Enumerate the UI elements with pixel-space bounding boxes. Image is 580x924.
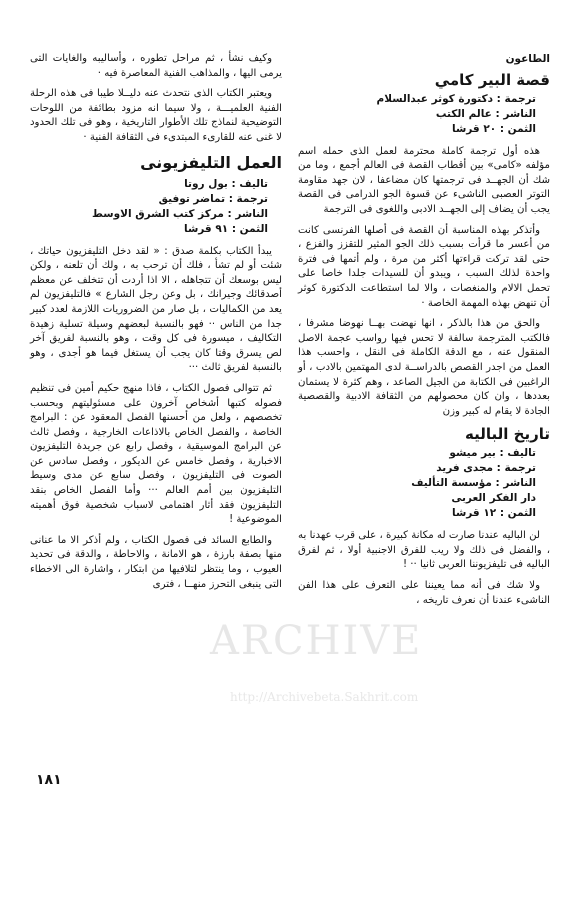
meta-author: تاليف : بير ميشو [449, 447, 536, 460]
paragraph: يبدأ الكتاب بكلمة صدق : « لقد دخل التليفزيون حياتك ، شئت أو لم تشأ ، فلك أن ترحب به ، ولك أن تلعنه ، ولكن ليس بوسعك أن تتجاهله ، الا اذا أردت أن تتخلف عن معظم أصدقائك وجيرانك ، بل وعن رجل الشارع » فالتليفزيون لم يعد من الكماليات ، بل صار من الضروريات اللازمة لعدد كبير جدا من الناس ·· فهو بالنسبة لبعضهم وسيلة تسلية زهيدة التكاليف ، ميسورة فى كل وقت ، وهو بالنسبة لفريق آخر لص يسرق وقتا كان يجب أن يستغل فيما هو أجدى ، وهو بالنسبة لفريق ثالث ··· [30, 245, 282, 374]
paragraph: وكيف نشأ ، ثم مراحل تطوره ، وأساليبه والغايات التى يرمى اليها ، والمذاهب الفنية المعاصرة فيه · [30, 53, 282, 79]
paragraph: والطابع السائد فى فصول الكتاب ، ولم أذكر الا ما عنانى منها بصفة بارزة ، هو الامانة ، والاحاطة ، والدقة فى تحديد العيوب ، وما ينتظر لتلافيها من ابتكار ، واشارة الى الاخطاء التى ينبغى التحرز منهــا ، فترى [30, 534, 282, 590]
paragraph: وأتذكر بهذه المناسبة أن القصة فى أصلها الفرنسى كانت من أعسر ما قرأت بسبب ذلك الجو المثير للتقزز والفزع ، حتى لقد تركت قراءتها أكثر من مرة ، ولم أتمها فى فترة واحدة لذلك السبب ، ويبدو أن للسيدات جلدا خاصا على تحمل الالام والمنغصات ، والا لما استطاعت الدكتورة كوثر أن تنهض بهذه المهمة الخاصة · [298, 224, 550, 309]
article-title-ballet-history: تاريخ الباليه [465, 425, 550, 444]
meta-publisher: الناشر : مؤسسة التأليف [411, 477, 536, 490]
right-column [298, 52, 550, 614]
meta-price: الثمن : ١٢ قرشا [452, 507, 536, 520]
meta-publisher-house: دار الفكر العربى [451, 492, 536, 505]
book-meta [42, 177, 282, 237]
paragraph: هذه أول ترجمة كاملة محترمة لعمل الذى حمله اسم مؤلفه «كامى» بين أقطاب القصة فى العالم أجمع ، وما من شك أن الجهــد فى ترجمتها كان مضاعفا ، لان جهد مقاومة التوتر العصبى الناشىء عن قسوة الجو الدرامى فى القصة يجب أن يضاف إلى الجهــد الادبى واللغوى فى الترجمة [298, 145, 550, 215]
meta-translator: ترجمة : دكتورة كوثر عبدالسلام [376, 92, 536, 105]
meta-publisher: الناشر : مركز كتب الشرق الاوسط [92, 207, 268, 220]
article-title-camus: قصة البير كامي [434, 70, 550, 89]
meta-translator: ترجمة : مجدى فريد [436, 462, 536, 475]
section-label: الطاعون [505, 53, 550, 65]
meta-price: الثمن : ٢٠ قرشا [452, 122, 536, 135]
page-number: ١٨١ [36, 772, 62, 788]
meta-author: تاليف : بول روتا [184, 177, 268, 190]
paragraph: ولا شك فى أنه مما يعيننا على التعرف على هذا الفن الناشىء عندنا أن نعرف تاريخه ، [298, 580, 550, 606]
watermark-archive-text: ARCHIVE [210, 618, 423, 664]
book-meta [310, 92, 550, 137]
paragraph: ثم تتوالى فصول الكتاب ، فاذا منهج حكيم أمين فى تنظيم فصوله كتبها أشخاص آخرون على مسئوليتهم وبحسب تخصصهم ، ولعل من أحسنها الفصل المعقود عن : البرامج الخاصة ، والفصل الخاص بالاذاعات الخارجية ، وفصل ثالث عن البرامج الموسيقية ، وفصل رابع عن جريدة التليفزيون الاخبارية ، وفصل خامس عن الديكور ، وفصل سادس عن الصوت فى التليفزيون ، وفصل سابع عن مدى وسيط التليفزيون بين أمم العالم ··· وأما الفصل الخاص بنقد التليفزيون فقد أثار اهتمامى لاسباب شخصية فوق أهميته الموضوعية ! [30, 382, 282, 526]
book-meta [310, 446, 550, 521]
columns [30, 52, 550, 614]
meta-translator: ترجمة : تماضر توفيق [158, 192, 268, 205]
paragraph: ويعتبر الكتاب الذى نتحدث عنه دليــلا طيبا فى هذه الرحلة الفنية العلميـــة ، ولا سيما انه مزود بطائفة من اللوحات التوضيحية لنماذج تلك الأطوار التاريخية ، وهو فى تلك الحدود لا غنى عنه للقارىء المبتدىء فى الثقافة الفنية · [30, 88, 282, 143]
article-title-television-work: العمل التليفزيونى [140, 152, 282, 172]
paragraph: والحق من هذا بالذكر ، انها نهضت بهــا نهوضا مشرفا ، فالكتب المترجمة سالفة لا تحس فيها رواسب عجمة الاصل المنقول عنه ، مع الدقة الكاملة فى النقل ، واحسب هذا العمل من اجدر القصص بالدراســة لدى المهتمين بالادب ، أو الراغبين فى الكتابة من الجيل الصاعد ، وهم كثرة لا يستمان بعددها ، وان كان محصولهم من الثقافة الادبية والقصصية الجادة لا يقام له كبير وزن [298, 318, 550, 417]
meta-price: الثمن : ٩١ قرشا [184, 222, 268, 235]
meta-publisher: الناشر : عالم الكتب [435, 107, 536, 120]
watermark-url-text: http://Archivebeta.Sakhrit.com [230, 690, 419, 704]
paragraph: لن الباليه عندنا صارت له مكانة كبيرة ، على قرب عهدنا به ، والفضل فى ذلك ولا ريب للفرق الاجنبية أولا ، ثم لفرق الباليه فى تليفزيوننا العربى ثانيا ·· ! [298, 530, 550, 571]
left-column [30, 52, 282, 614]
